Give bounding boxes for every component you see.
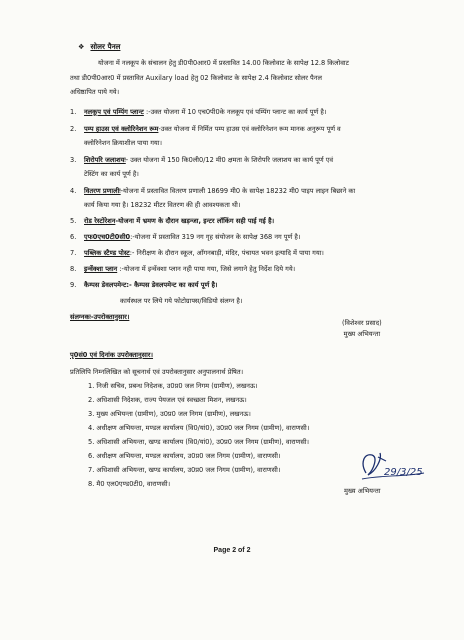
distribution-item: 4. अधीक्षण अभियन्ता, मण्डल कार्यालय (वि0/यां0), उ0प्र0 जल निगम (ग्रामीण), वाराणसी। [88,424,310,432]
list-item [70,233,300,242]
signatory-block [342,318,382,340]
signatory-designation: मुख्य अभियन्ता [343,330,381,338]
item-number: 6. [70,233,77,241]
distribution-item: 8. मै0 एल0एण्ड0टी0, वाराणसी। [88,480,171,488]
section-heading [78,42,120,51]
page-footer: Page 2 of 2 [213,547,251,554]
item-text: कैम्पस डेवलपमेन्ट:- कैम्पस डेवलपमेन्ट का कार्य पूर्ण है। [84,281,218,289]
item-text: - उक्त योजना में 150 कि0ली0/12 मी0 क्षमता के शिरोपरि जलाशय का कार्य पूर्ण एवं [125,156,334,164]
list-item [70,108,326,117]
list-item [70,125,341,134]
signature-date: 29/3/25 [384,467,423,478]
item-title: वितरण प्रणालीः [84,187,121,195]
list-item [70,156,333,165]
distribution-item: 5. अधिशासी अभियन्ता, खण्ड कार्यालय (वि0/यां0), उ0प्र0 जल निगम (ग्रामीण), वाराणसी। [88,438,310,446]
item-title: पम्प हाउस एवं क्लोरिनेशन रूम [84,125,159,133]
list-item [70,265,295,274]
distribution-heading: पृ0सं0 एवं दिनांक उपरोक्तानुसार। [70,351,154,359]
item-title: रोड रेस्टोरेशन [84,217,116,225]
diamond-bullet-icon: ❖ [78,42,85,51]
item-number: 9. [70,281,77,289]
item-number: 1. [70,108,77,116]
item-number: 5. [70,217,77,225]
item-text: -योजना में प्रस्तावित वितरण प्रणाली 18699 मी0 के सापेक्ष 18232 मी0 पाइप लाइन बिछाने का [120,187,356,195]
item-number: 4. [70,187,77,195]
list-item [70,187,355,196]
list-item [70,281,218,290]
item-continuation: कार्य किया गया है। 18232 मीटर वितरण की ही आवश्यकता थी। [84,201,241,209]
item-text: -उक्त योजना में निर्मित पम्प हाउस एवं क्लोरिनेशन रूम मानक अनुरूप पूर्ण व [158,125,341,133]
item-title: एफ0एच0टी0सी0 [84,233,131,241]
item-number: 3. [70,156,77,164]
list-item [70,217,274,226]
signatory-name: (विशेश्वर प्रसाद) [342,319,382,327]
item-title: इन्वेंक्शा प्लान [84,265,118,273]
enclosure-line: संलग्नकः-उपरोक्तानुसार। [70,313,130,321]
distribution-intro: प्रतिलिपि निम्नलिखित को सूचनार्थ एवं उपरोक्तानुसार अनुपालनार्थ प्रेषित। [70,368,244,376]
item-text: :- निरीक्षण के दौरान स्कूल, आँगनबाड़ी, मंदिर, पंचायत भवन इत्यादि में पाया गया। [129,249,324,257]
item-number: 7. [70,249,77,257]
item-title: नलकूप एवं पम्पिंग प्लान्ट [84,108,144,116]
item-continuation: क्लोरिनेशन क्रियाशील पाया गया। [84,139,162,147]
item-number: 8. [70,265,77,273]
intro-line-1: योजना में नलकूप के संचालन हेतु डी0पी0आर0 में प्रस्तावित 14.00 किलोवाट के सापेक्ष 12.8 किलोवाट [98,59,349,67]
item-text: -योजना में भ्रमण के दौरान खड़न्जा, इन्टर लॉकिंग सही पाई गई है। [115,217,275,225]
item-title: शिरोपरि जलाशयः [84,156,126,164]
photo-note: कार्यस्थल पर लिये गये फोटोग्राफ्स/विडियो संलग्न है। [120,297,243,305]
handwritten-signature [352,445,432,490]
bottom-designation: मुख्य अभियन्ता [344,487,381,495]
distribution-item: 3. मुख्य अभियन्ता (ग्रामीण), उ0प्र0 जल निगम (ग्रामीण), लखनऊ। [88,410,251,418]
heading-text: सोलर पैनल [90,42,121,51]
distribution-item: 7. अधिशासी अभियन्ता, खण्ड कार्यालय, उ0प्र0 जल निगम (ग्रामीण), वाराणसी। [88,466,281,474]
item-text: :-योजना में प्रस्तावित 319 नग गृह संयोजन के सापेक्ष 368 नग पूर्ण है। [130,233,301,241]
distribution-item: 1. निजी सचिव, प्रबन्ध निदेशक, उ0प्र0 जल निगम (ग्रामीण), लखनऊ। [88,382,258,390]
list-item [70,249,324,258]
item-text: :-योजना में इन्वेंक्शा प्लान नही पाया गया, जिसे लगाने हेतु निर्देश दिये गये। [117,265,296,273]
item-title: पब्लिक स्टैण्ड पोस्ट [84,249,130,257]
item-continuation: टेस्टिंग का कार्य पूर्ण है। [84,170,139,178]
item-number: 2. [70,125,77,133]
intro-line-3: अधिष्ठापित पाये गये। [70,88,120,96]
item-text: :-उक्त योजना में 10 एच0पी0के नलकूप एवं पम्पिंग प्लान्ट का कार्य पूर्ण है। [143,108,327,116]
distribution-item: 6. अधीक्षण अभियन्ता, मण्डल कार्यालय, उ0प्र0 जल निगम (ग्रामीण), वाराणसी। [88,452,281,460]
intro-line-2: तथा डी0पी0आर0 में प्रस्तावित Auxilary load हेतु 02 किलोवाट के सापेक्ष 2.4 किलोवाट सोलर पैनल [70,74,322,82]
distribution-item: 2. अधिशासी निदेशक, राज्य पेयजल एवं स्वच्छता मिशन, लखनऊ। [88,396,247,404]
